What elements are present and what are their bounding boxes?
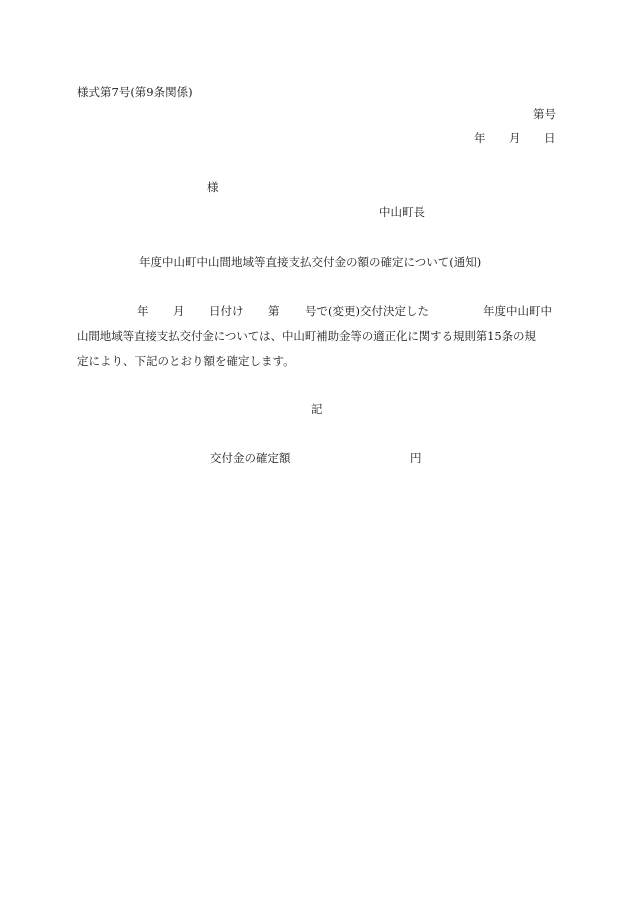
date-year-label: 年 [474,131,486,145]
addressee-honorific: 様 [207,180,219,194]
body-line-1-no-prefix: 第 [268,304,280,318]
body-line-1-month: 月 [173,304,185,318]
form-number: 様式第7号(第9条関係) [77,85,193,99]
document-number-label: 第号 [533,107,556,121]
ki-heading: 記 [311,402,323,416]
date-day-label: 日 [544,131,556,145]
date-month-label: 月 [509,131,521,145]
body-line-1-year: 年 [137,304,149,318]
body-line-3: 定により、下記のとおり額を確定します。 [77,354,295,368]
body-line-1-no-suffix: 号で(変更)交付決定した [305,304,429,318]
body-line-1-day: 日付け [209,304,244,318]
body-line-1-tail: 年度中山町中 [483,304,552,318]
amount-label: 交付金の確定額 [210,451,291,465]
amount-unit: 円 [410,451,422,465]
document-title: 年度中山町中山間地域等直接支払交付金の額の確定について(通知) [139,255,482,269]
sender-name: 中山町長 [379,205,425,219]
body-line-2: 山間地域等直接支払交付金については、中山町補助金等の適正化に関する規則第15条の規 [77,329,536,343]
